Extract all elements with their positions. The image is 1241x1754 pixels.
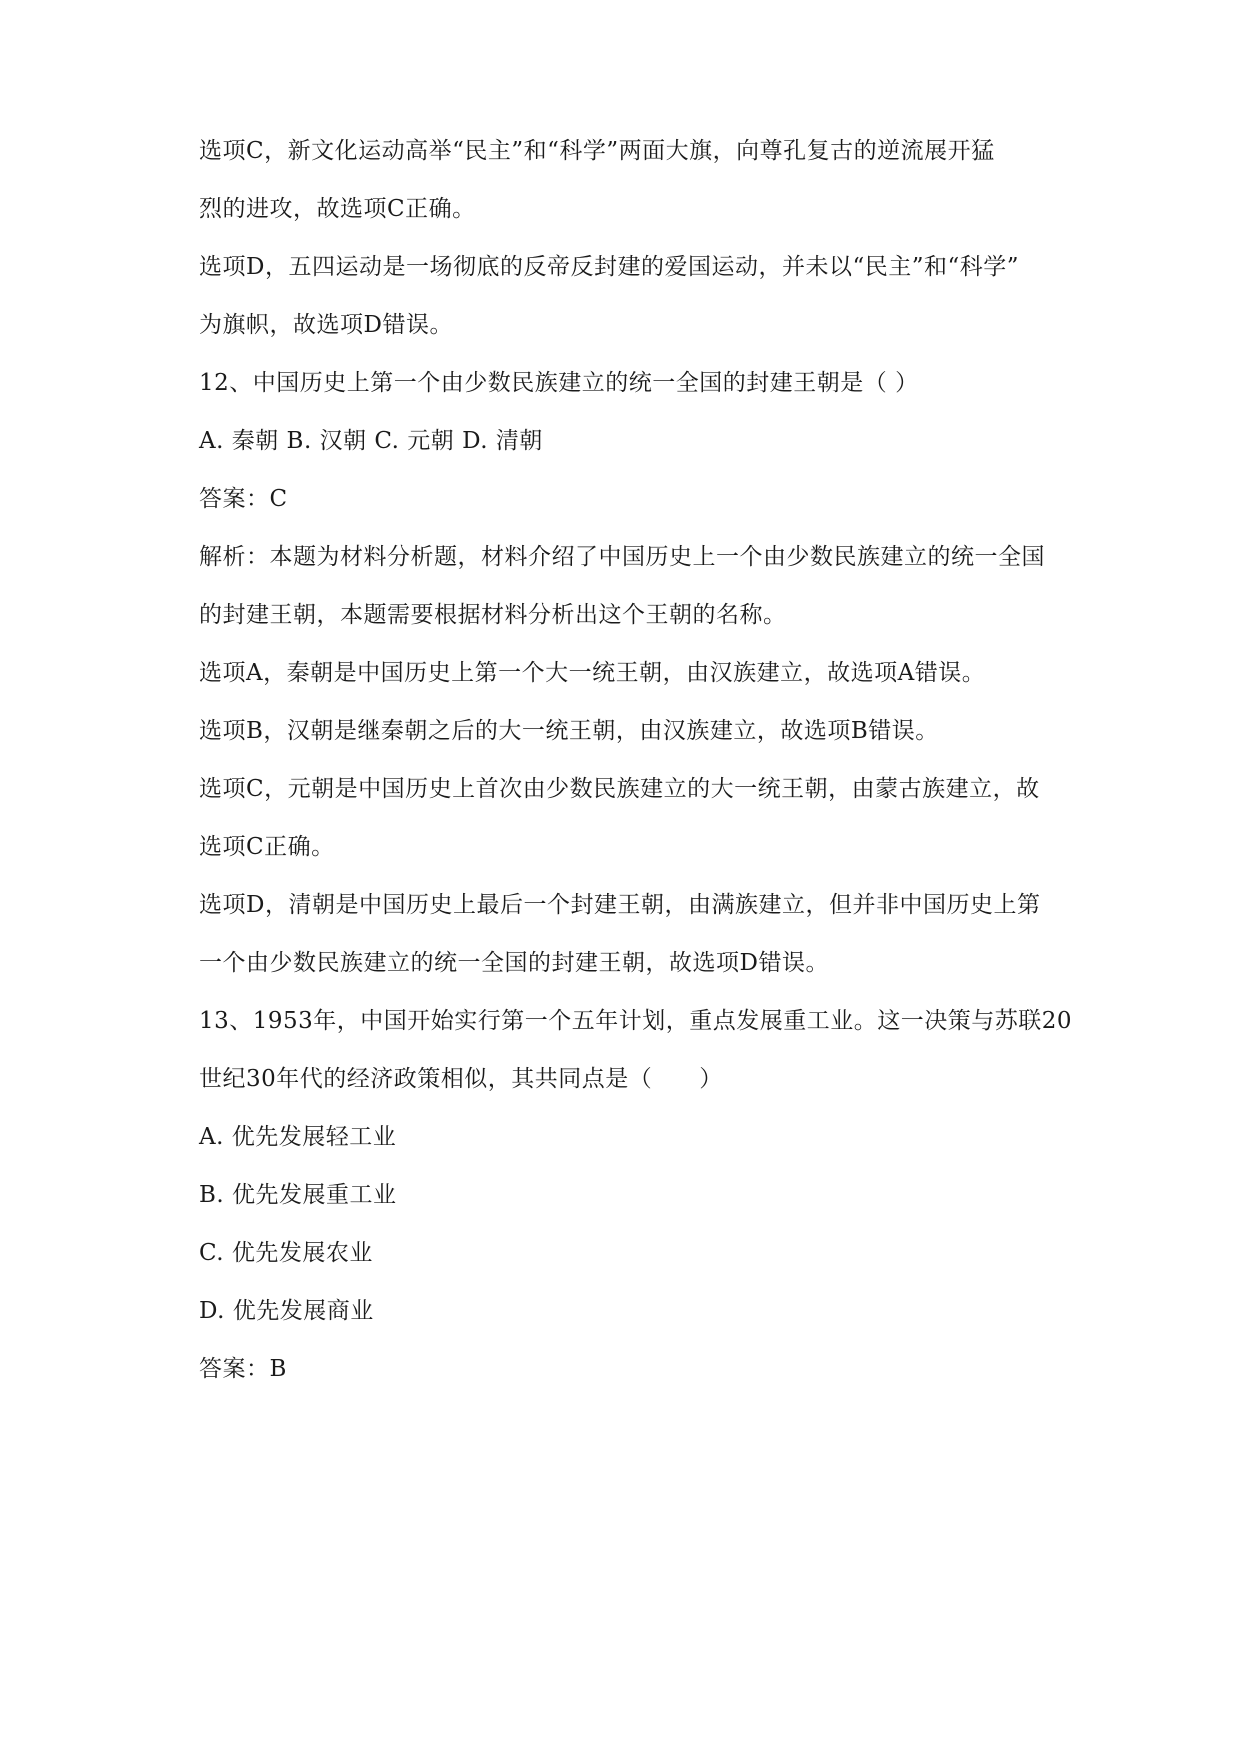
q13-option-c: C. 优先发展农业 — [199, 1240, 373, 1266]
q12-option-d-line1: 选项D，清朝是中国历史上最后一个封建王朝，由满族建立，但并非中国历史上第 — [199, 892, 1041, 918]
q12-option-d-line2: 一个由少数民族建立的统一全国的封建王朝，故选项D错误。 — [199, 950, 829, 976]
q12-analysis-line2: 的封建王朝，本题需要根据材料分析出这个王朝的名称。 — [199, 602, 787, 628]
q13-option-a: A. 优先发展轻工业 — [199, 1124, 397, 1150]
q12-option-c-line2: 选项C正确。 — [199, 834, 335, 860]
q12-question: 12、中国历史上第一个由少数民族建立的统一全国的封建王朝是（ ） — [199, 370, 919, 396]
q13-option-d: D. 优先发展商业 — [199, 1298, 374, 1324]
q12-option-c-line1: 选项C，元朝是中国历史上首次由少数民族建立的大一统王朝，由蒙古族建立，故 — [199, 776, 1040, 802]
q11-option-d-line2: 为旗帜，故选项D错误。 — [199, 312, 453, 338]
q12-analysis-line1: 解析：本题为材料分析题，材料介绍了中国历史上一个由少数民族建立的统一全国 — [199, 544, 1045, 570]
q12-option-b: 选项B，汉朝是继秦朝之后的大一统王朝，由汉族建立，故选项B错误。 — [199, 718, 939, 744]
q13-option-b: B. 优先发展重工业 — [199, 1182, 397, 1208]
q11-option-c-line2: 烈的进攻，故选项C正确。 — [199, 196, 476, 222]
q11-option-c-line1: 选项C，新文化运动高举“民主”和“科学”两面大旗，向尊孔复古的逆流展开猛 — [199, 138, 995, 164]
q13-answer: 答案：B — [199, 1356, 287, 1382]
q13-question-line1: 13、1953年，中国开始实行第一个五年计划，重点发展重工业。这一决策与苏联20 — [199, 1008, 1073, 1034]
q11-option-d-line1: 选项D，五四运动是一场彻底的反帝反封建的爱国运动，并未以“民主”和“科学” — [199, 254, 1019, 280]
q12-options: A. 秦朝 B. 汉朝 C. 元朝 D. 清朝 — [199, 428, 543, 454]
q13-question-line2: 世纪30年代的经济政策相似，其共同点是（ ） — [199, 1066, 723, 1092]
q12-answer: 答案：C — [199, 486, 288, 512]
q12-option-a: 选项A，秦朝是中国历史上第一个大一统王朝，由汉族建立，故选项A错误。 — [199, 660, 986, 686]
